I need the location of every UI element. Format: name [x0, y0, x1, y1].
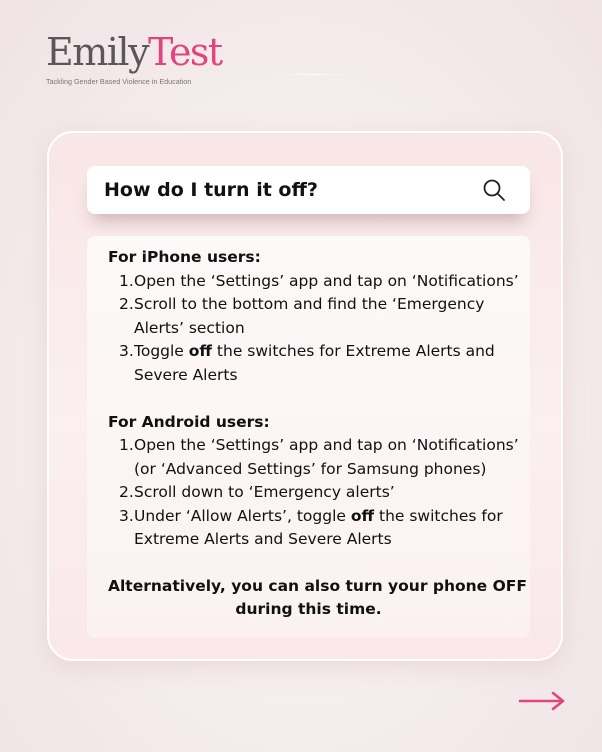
step-number: 1.	[119, 436, 134, 454]
step-text: Under ‘Allow Alerts’, toggle	[134, 506, 351, 525]
iphone-section-title: For iPhone users:	[108, 248, 261, 266]
list-item	[119, 505, 512, 552]
step-number: 3.	[119, 342, 134, 360]
iphone-steps	[108, 270, 519, 388]
step-text: Open the ‘Settings’ app and tap on ‘Notifications’	[134, 271, 519, 290]
search-query[interactable]: How do I turn it off?	[104, 179, 318, 201]
step-text: Scroll to the bottom and find the ‘Emergency	[134, 295, 485, 313]
search-icon[interactable]	[482, 178, 506, 202]
emphasis-off: off	[350, 506, 375, 525]
logo-tagline: Tackling Gender Based Violence in Education	[46, 77, 192, 86]
arrow-right-icon[interactable]	[518, 690, 566, 712]
step-number: 3.	[119, 506, 134, 525]
android-section-title: For Android users:	[108, 412, 270, 431]
step-text-continued: (or ‘Advanced Settings’ for Samsung phones)	[134, 459, 487, 478]
logo-word-test: Test	[148, 30, 222, 74]
list-item	[119, 481, 512, 505]
step-text: the switches for	[374, 506, 503, 525]
decorative-divider	[280, 74, 350, 75]
step-text-continued: Extreme Alerts and Severe Alerts	[134, 530, 392, 548]
search-bar[interactable]	[87, 166, 530, 214]
step-text: Open the ‘Settings’ app and tap on ‘Notifications’	[134, 436, 519, 454]
list-item	[119, 293, 512, 340]
logo-word-emily: Emily	[46, 30, 149, 74]
list-item	[119, 434, 519, 481]
step-number: 1.	[119, 271, 134, 290]
closing-line-1: Alternatively, you can also turn your phone OFF	[108, 576, 527, 595]
emilytest-logo	[46, 30, 222, 86]
emphasis-off: off	[188, 342, 212, 360]
step-text: Scroll down to ‘Emergency alerts’	[134, 483, 395, 501]
list-item	[119, 270, 519, 294]
step-number: 2.	[119, 483, 134, 501]
list-item	[119, 340, 512, 387]
closing-line-2: during this time.	[235, 600, 382, 618]
step-text: Toggle	[134, 342, 189, 360]
faq-card	[47, 131, 563, 661]
step-text: the switches for Extreme Alerts and	[211, 342, 495, 360]
step-text-continued: Severe Alerts	[134, 365, 238, 384]
answer-panel	[87, 236, 530, 638]
logo-wordmark	[46, 30, 222, 74]
closing-note	[108, 575, 527, 622]
step-text-continued: Alerts’ section	[134, 318, 245, 337]
android-steps	[108, 434, 519, 552]
step-number: 2.	[119, 295, 134, 313]
